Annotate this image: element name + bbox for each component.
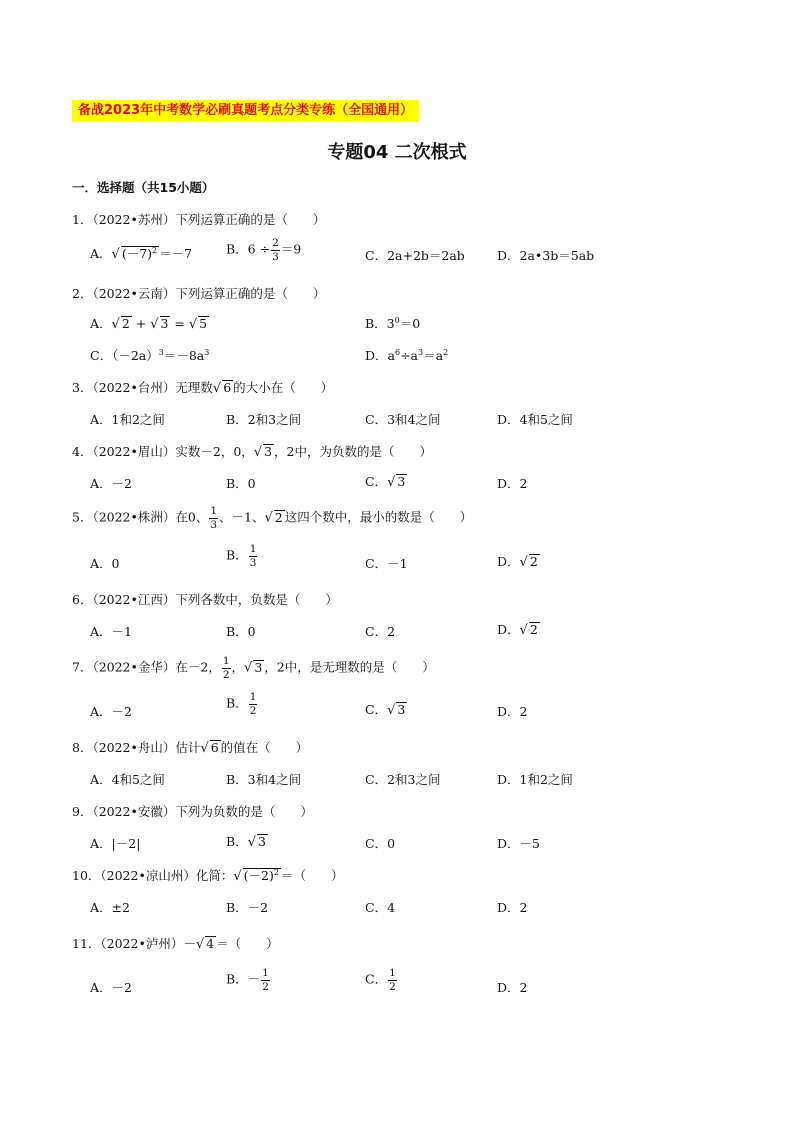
question-11-option-b[interactable]: B．－ $\frac{1}{2}$	[226, 967, 269, 993]
question-7-option-c[interactable]: C．√ 3	[365, 702, 406, 718]
question-4-option-a[interactable]: A．－2	[90, 476, 132, 491]
question-6-option-d[interactable]: D．√ 2	[497, 622, 538, 638]
question-1-option-b[interactable]: B．6 ÷ $\frac{2}{3}$ ＝9	[226, 237, 302, 263]
section-heading: 一．选择题（共15小题）	[72, 180, 215, 195]
question-5-option-b[interactable]: B． $\frac{1}{3}$	[226, 543, 257, 569]
question-8-stem: 8．（2022•舟山）估计√ 6 的值在（ ）	[72, 740, 309, 756]
question-6-option-c[interactable]: C．2	[365, 624, 396, 639]
question-6-option-b[interactable]: B．0	[226, 624, 256, 639]
question-4-stem: 4．（2022•眉山）实数－2，0，√ 3 ，2中，为负数的是（ ）	[72, 444, 433, 460]
question-2-option-b[interactable]: B．$3^0=0$	[365, 315, 421, 331]
question-2-stem: 2．（2022•云南）下列运算正确的是（ ）	[72, 286, 326, 301]
question-10-option-d[interactable]: D．2	[497, 900, 528, 915]
page-title: 专题04 二次根式	[327, 142, 467, 163]
question-10-option-a[interactable]: A．±2	[90, 900, 130, 915]
question-11-option-d[interactable]: D．2	[497, 980, 528, 995]
question-4-option-b[interactable]: B．0	[226, 476, 256, 491]
question-5-option-d[interactable]: D．√ 2	[497, 554, 538, 570]
question-1-option-a[interactable]: A．√ $(-7)^2 =-7$	[90, 245, 193, 262]
sqrt-symbol: √	[111, 247, 120, 262]
question-7-option-b[interactable]: B． $\frac{1}{2}$	[226, 691, 257, 717]
question-1-option-d[interactable]: D．2a•3b＝5ab	[497, 248, 595, 263]
question-3-stem: 3．（2022•台州）无理数√ 6 的大小在（ ）	[72, 380, 334, 396]
question-4-option-d[interactable]: D．2	[497, 476, 528, 491]
question-6-stem: 6．（2022•江西）下列各数中，负数是（ ）	[72, 592, 338, 607]
question-3-option-d[interactable]: D．4和5之间	[497, 412, 573, 427]
question-5-stem: 5．（2022•株洲）在0、 $\frac{1}{3}$ 、－1、√ 2 这四个数中，最小的数是（ ）	[72, 505, 473, 531]
question-2-option-a[interactable]: A．√ 2 + √ 3 = √ 5	[90, 316, 208, 332]
question-6-option-a[interactable]: A．－1	[90, 624, 132, 639]
question-7-option-a[interactable]: A．－2	[90, 704, 132, 719]
question-8-option-c[interactable]: C．2和3之间	[365, 772, 441, 787]
question-10-stem: 10．（2022•凉山州）化简：√ $(-2)^2$ ＝（ ）	[72, 867, 344, 884]
question-9-option-a[interactable]: A．|－2|	[90, 836, 141, 851]
question-3-option-a[interactable]: A．1和2之间	[90, 412, 165, 427]
question-11-option-c[interactable]: C． $\frac{1}{2}$	[365, 967, 396, 993]
question-10-option-c[interactable]: C．4	[365, 900, 396, 915]
question-9-option-b[interactable]: B．√ 3	[226, 834, 266, 850]
question-7-option-d[interactable]: D．2	[497, 704, 528, 719]
question-3-option-c[interactable]: C．3和4之间	[365, 412, 441, 427]
question-8-option-a[interactable]: A．4和5之间	[90, 772, 165, 787]
series-banner: 备战2023年中考数学必刷真题考点分类专练（全国通用）	[72, 100, 419, 122]
question-10-option-b[interactable]: B．－2	[226, 900, 269, 915]
question-9-option-c[interactable]: C．0	[365, 836, 396, 851]
question-5-option-a[interactable]: A．0	[90, 556, 120, 571]
question-8-option-b[interactable]: B．3和4之间	[226, 772, 302, 787]
question-8-option-d[interactable]: D．1和2之间	[497, 772, 573, 787]
question-9-stem: 9．（2022•安徽）下列为负数的是（ ）	[72, 804, 313, 819]
question-1-stem: 1．（2022•苏州）下列运算正确的是（ ）	[72, 212, 326, 227]
question-2-option-c[interactable]: C．$(-2a)^3=-8a^3$	[90, 347, 210, 363]
question-3-option-b[interactable]: B．2和3之间	[226, 412, 302, 427]
question-2-option-d[interactable]: D．$a^6\div a^3=a^2$	[365, 347, 449, 363]
question-11-stem: 11．（2022•泸州）－√ 4 ＝（ ）	[72, 936, 279, 952]
question-11-option-a[interactable]: A．－2	[90, 980, 132, 995]
question-7-stem: 7．（2022•金华）在－2， $\frac{1}{2}$ ，√ 3 ，2中，是无理数的是（ ）	[72, 655, 435, 681]
question-1-option-c[interactable]: C．2a+2b＝2ab	[365, 248, 465, 263]
question-4-option-c[interactable]: C．√ 3	[365, 474, 406, 490]
question-9-option-d[interactable]: D．－5	[497, 836, 540, 851]
question-5-option-c[interactable]: C．－1	[365, 556, 408, 571]
